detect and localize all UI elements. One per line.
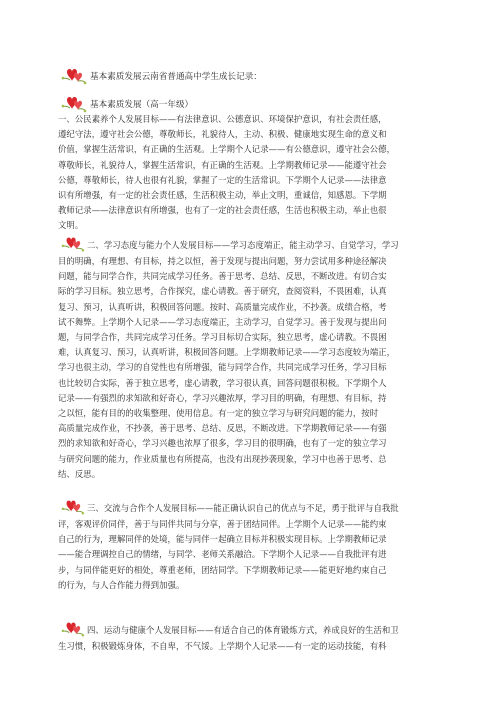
paragraph-line: 难，认真复习、预习，认真听讲，积极回答问题。上学期教师记录——学习态度较为端正， <box>58 347 395 358</box>
paragraph-line: 识有所增强，有一定的社会责任感，生活积极主动，举止文明，重诚信，知感恩。下学期 <box>58 190 387 201</box>
hearts-icon <box>58 497 86 517</box>
paragraph-line: 题，与同学合作，共同完成学习任务。学习目标切合实际，独立思考，虚心请教。不畏困 <box>58 332 387 343</box>
paragraph-line: 记录——有强烈的求知欲和好奇心，学习兴趣浓厚，学习目的明确，有理想、有目标，持 <box>58 392 387 403</box>
section-learning-attitude <box>58 234 440 482</box>
paragraph-line: 一、公民素养个人发展目标——有法律意识、公德意识、环境保护意识，有社会责任感， <box>58 114 387 124</box>
paragraph-line: 目的明确，有理想、有目标，持之以恒，善于发现与提出问题，努力尝试用多种途径解决 <box>58 256 387 266</box>
paragraph-line: 价值，掌握生活常识，有正确的生活观。上学期个人记录——有公德意识，遵守社会公德， <box>58 144 395 155</box>
section-civic-literacy <box>58 112 440 234</box>
paragraph-line: 试不舞弊。上学期个人记录——学习态度端正，主动学习，自觉学习。善于发现与提出问 <box>58 316 387 327</box>
paragraph-line: 学习也很主动，学习的自觉性也有所增强，能与同学合作，共同完成学习任务，学习目标 <box>58 362 387 373</box>
hearts-icon <box>58 65 88 87</box>
paragraph-line: 遵纪守法，遵守社会公德，尊敬师长，礼貌待人，主动、积极、健康地实现生命的意义和 <box>58 129 387 140</box>
hearts-icon <box>58 234 86 254</box>
paragraph-line: 际的学习目标。独立思考，合作探究，虚心请教。善于研究，查阅资料，不畏困难，认真 <box>58 286 387 297</box>
paragraph-line: 尊敬师长，礼貌待人，掌握生活常识，有正确的生活观。上学期教师记录——能遵守社会 <box>58 159 387 170</box>
document-title-row <box>58 64 262 88</box>
paragraph-line: 结、反思。 <box>58 468 101 479</box>
paragraph-line: 高质量完成作业，不抄袭，善于思考、总结、反思，不断改进。下学期教师记录——有强 <box>58 423 387 434</box>
paragraph-line: 评，客观评价同伴，善于与同伴共同与分享，善于团结同伴。上学期个人记录——能约束 <box>58 519 387 529</box>
section-sports-health <box>58 619 440 654</box>
paragraph-line: 复习、预习，认真听讲，积极回答问题。按时、高质量完成作业，不抄袭。成绩合格，考 <box>58 301 387 312</box>
paragraph-line: 步，与同伴能更好的相处，尊重老师，团结同学。下学期教师记录——能更好地约束自己 <box>58 564 387 575</box>
paragraph-line: 教师记录——法律意识有所增强，也有了一定的社会责任感，生活也积极主动，举止也很 <box>58 205 387 216</box>
paragraph-line: 问题，能与同学合作，共同完成学习任务。善于思考、总结、反思，不断改进。有切合实 <box>58 271 387 282</box>
hearts-icon <box>58 619 86 639</box>
paragraph-line: 自己的行为，理解同伴的处境，能与同伴一起确立目标并积极实现目标。上学期教师记录 <box>58 534 387 545</box>
paragraph-line: 的行为，与人合作能力得到加强。 <box>58 579 185 590</box>
paragraph-line: 与研究问题的能力，作业质量也有所提高，也没有出现抄袭现象，学习中也善于思考、总 <box>58 453 387 464</box>
paragraph-line: 公德，尊敬师长，待人也很有礼貌，掌握了一定的生活常识。下学期个人记录——法律意 <box>58 174 387 185</box>
paragraph-line: 也比较切合实际，善于独立思考，虚心请教，学习很认真，回答问题很积极。下学期个人 <box>58 377 387 388</box>
section-communication <box>58 497 440 593</box>
paragraph-line: ——能合理调控自己的情绪，与同学、老师关系融洽。下学期个人记录——自我批评有进 <box>58 549 387 560</box>
paragraph-line: 生习惯，积极锻炼身体，不自卑，不气馁。上学期个人记录——有一定的运动技能，有科 <box>58 641 387 651</box>
document-subtitle: 基本素质发展（高一年级） <box>90 100 194 110</box>
document-title: 基本素质发展云南省普通高中学生成长记录： <box>90 72 262 82</box>
paragraph-line: 二、学习态度与能力个人发展目标——学习态度端正，能主动学习、自觉学习，学习 <box>58 234 440 254</box>
paragraph-line: 文明。 <box>58 220 84 231</box>
paragraph-line: 烈的求知欲和好奇心，学习兴趣也浓厚了很多，学习目的很明确，也有了一定的独立学习 <box>58 438 387 449</box>
paragraph-line: 三、交流与合作个人发展目标——能正确认识自己的优点与不足，勇于批评与自我批 <box>58 497 440 517</box>
paragraph-line: 之以恒，能有目的的收集整理、使用信息。有一定的独立学习与研究问题的能力，按时 <box>58 408 379 419</box>
paragraph-line: 四、运动与健康个人发展目标——有适合自己的体育锻炼方式，养成良好的生活和卫 <box>58 619 440 639</box>
